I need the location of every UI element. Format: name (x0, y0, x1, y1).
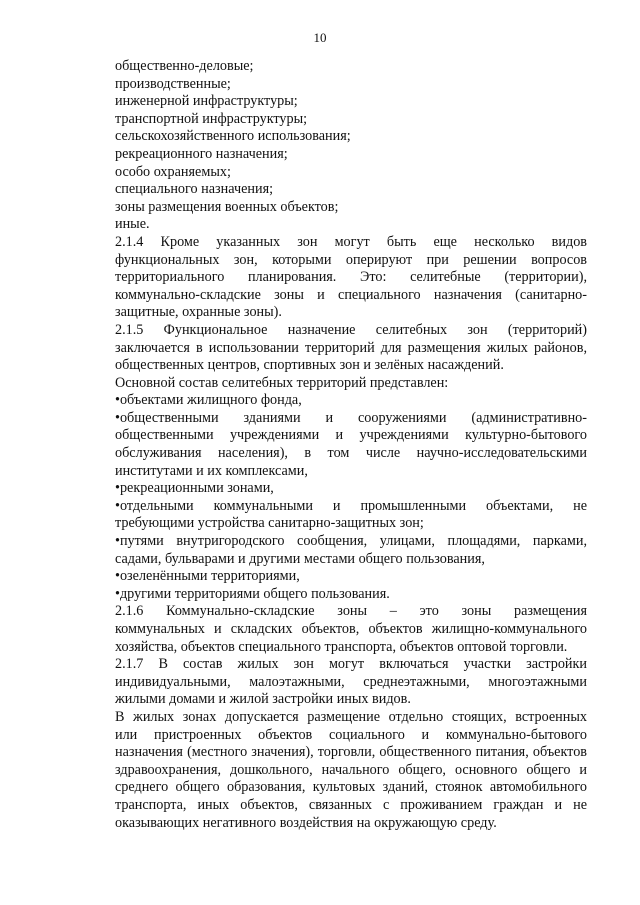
paragraph-line: 2.1.7 В состав жилых зон могут включаться участки застройки (115, 656, 587, 673)
paragraph-line: среднего общего образования, культовых зданий, стоянок автомобильного (115, 779, 587, 796)
bullet-item: •рекреационными зонами, (115, 480, 274, 497)
bullet-item-continued: институтами и их комплексами, (115, 462, 308, 479)
paragraph-line: 2.1.5 Функциональное назначение селитебных зон (территорий) (115, 321, 587, 338)
paragraph-line: В жилых зонах допускается размещение отдельно стоящих, встроенных (115, 708, 587, 725)
paragraph-line: оказывающих негативного воздействия на окружающую среду. (115, 814, 497, 831)
bullet-item-continued: требующими устройства санитарно-защитных зон; (115, 515, 424, 532)
list-item: иные. (115, 216, 150, 233)
paragraph-2-1-5 (115, 322, 587, 375)
list-item: зоны размещения военных объектов; (115, 198, 339, 215)
paragraph-2-1-4 (115, 234, 587, 322)
list-item: инженерной инфраструктуры; (115, 93, 298, 110)
paragraph-line: или пристроенных объектов социального и коммунально-бытового (115, 726, 587, 743)
paragraph-2-1-6 (115, 603, 587, 656)
list-item: сельскохозяйственного использования; (115, 128, 351, 145)
paragraph-line: назначения (местного значения), торговли, общественного питания, объектов (115, 744, 587, 761)
paragraph-line: коммунально-складские зоны и специального назначения (санитарно- (115, 286, 587, 303)
page-number: 10 (313, 30, 327, 45)
paragraph-line: 2.1.6 Коммунально-складские зоны – это зоны размещения (115, 603, 587, 620)
list-item: производственные; (115, 75, 231, 92)
bullet-item: •озеленёнными территориями, (115, 568, 300, 585)
paragraph-2-1-7 (115, 656, 587, 709)
bullet-item: •общественными зданиями и сооружениями (административно- (115, 409, 587, 426)
document-body (115, 58, 587, 832)
bullet-item: •путями внутригородского сообщения, улицами, площадями, парками, (115, 533, 587, 550)
bullet-item-continued: общественными учреждениями и учреждениями культурно-бытового (115, 427, 587, 444)
bullet-item-continued: садами, бульварами и другими местами общего пользования, (115, 550, 485, 567)
bullet-item: •другими территориями общего пользования. (115, 585, 390, 602)
paragraph-line: функциональных зон, которыми оперируют при решении вопросов (115, 251, 587, 268)
paragraph-line: 2.1.4 Кроме указанных зон могут быть еще несколько видов (115, 233, 587, 250)
paragraph-line: защитные, охранные зоны). (115, 304, 282, 321)
list-item: рекреационного назначения; (115, 145, 288, 162)
composition-intro: Основной состав селитебных территорий представлен: (115, 374, 449, 391)
bullet-list (115, 392, 587, 603)
bullet-item: •объектами жилищного фонда, (115, 392, 302, 409)
bullet-item: •отдельными коммунальными и промышленными объектами, не (115, 497, 587, 514)
list-item: транспортной инфраструктуры; (115, 110, 308, 127)
paragraph-line: территориального планирования. Это: селитебные (территории), (115, 269, 587, 286)
paragraph-line: общественных центров, спортивных зон и зелёных насаждений. (115, 357, 504, 374)
paragraph-line: заключается в использовании территорий для размещения жилых районов, (115, 339, 587, 356)
paragraph-line: транспорта, иных объектов, связанных с проживанием граждан и не (115, 796, 587, 813)
bullet-item-continued: обслуживания населения), в том числе научно-исследовательскими (115, 445, 587, 462)
list-item: особо охраняемых; (115, 163, 231, 180)
paragraph-line: жилыми домами и жилой застройки иных видов. (115, 691, 411, 708)
paragraph-line: хозяйства, объектов специального транспорта, объектов оптовой торговли. (115, 638, 568, 655)
paragraph-line: здравоохранения, дошкольного, начального общего, основного общего и (115, 761, 587, 778)
paragraph-residential (115, 709, 587, 832)
list-item: специального назначения; (115, 181, 274, 198)
list-item: общественно-деловые; (115, 58, 254, 74)
paragraph-line: коммунальных и складских объектов, объектов жилищно-коммунального (115, 621, 587, 637)
paragraph-line: индивидуальными, малоэтажными, среднеэтажными, многоэтажными (115, 673, 587, 690)
